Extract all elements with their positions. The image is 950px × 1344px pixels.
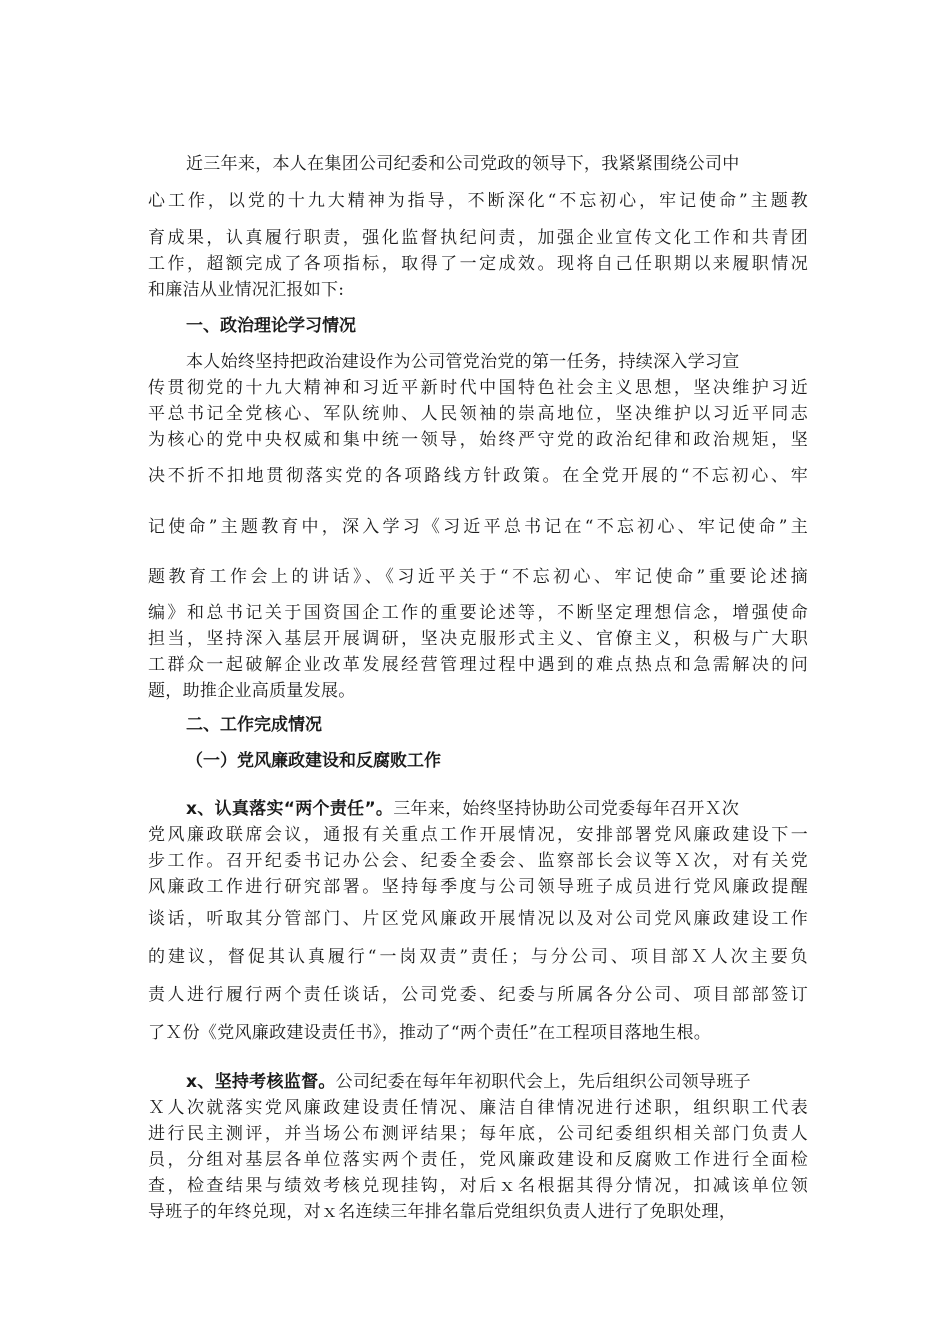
section-1-line-5: 决不折不扣地贯彻落实党的各项路线方针政策。在全党开展的“不忘初心、牢 bbox=[148, 466, 808, 486]
intro-line-4: 工作，超额完成了各项指标，取得了一定成效。现将自己任职期以来履职情况 bbox=[148, 254, 808, 274]
item-1-lead: x、认真落实“两个责任”。 bbox=[186, 799, 394, 819]
section-1-line-9: 担当，坚持深入基层开展调研，坚决克服形式主义、官僚主义，积极与广大职 bbox=[148, 629, 808, 649]
section-1-line-4: 为核心的党中央权威和集中统一领导，始终严守党的政治纪律和政治规矩，坚 bbox=[148, 430, 808, 450]
item-1-line-4: 风廉政工作进行研究部署。坚持每季度与公司领导班子成员进行党风廉政提醒 bbox=[148, 877, 808, 897]
item-2-line-1 bbox=[186, 1071, 808, 1093]
section-1-line-3: 平总书记全党核心、军队统帅、人民领袖的崇高地位，坚决维护以习近平同志 bbox=[148, 404, 808, 424]
intro-line-2: 心工作，以党的十九大精神为指导，不断深化“不忘初心，牢记使命”主题教 bbox=[148, 191, 808, 211]
section-1-line-7: 题教育工作会上的讲话》、《习近平关于“不忘初心、牢记使命”重要论述摘 bbox=[148, 567, 808, 587]
section-1-line-2: 传贯彻党的十九大精神和习近平新时代中国特色社会主义思想，坚决维护习近 bbox=[148, 378, 808, 398]
item-1-line-8: 了Ｘ份《党风廉政建设责任书》，推动了“两个责任”在工程项目落地生根。 bbox=[148, 1023, 712, 1043]
item-2-line-2: Ｘ人次就落实党风廉政建设责任情况、廉洁自律情况进行述职，组织职工代表 bbox=[148, 1098, 808, 1118]
intro-line-5: 和廉洁从业情况汇报如下: bbox=[148, 280, 345, 300]
item-2-line-6: 导班子的年终兑现，对ｘ名连续三年排名靠后党组织负责人进行了免职处理， bbox=[148, 1202, 737, 1222]
item-1-line-7: 责人进行履行两个责任谈话，公司党委、纪委与所属各分公司、项目部部签订 bbox=[148, 985, 808, 1005]
section-1-line-11: 题，助推企业高质量发展。 bbox=[148, 681, 356, 701]
item-1-line-5: 谈话，听取其分管部门、片区党风廉政开展情况以及对公司党风廉政建设工作 bbox=[148, 909, 808, 929]
section-1-line-10: 工群众一起破解企业改革发展经营管理过程中遇到的难点热点和急需解决的问 bbox=[148, 655, 808, 675]
section-1-line-1: 本人始终坚持把政治建设作为公司管党治党的第一任务，持续深入学习宣 bbox=[186, 352, 740, 372]
section-1-title: 一、政治理论学习情况 bbox=[186, 316, 356, 336]
intro-line-1: 近三年来，本人在集团公司纪委和公司党政的领导下，我紧紧围绕公司中 bbox=[186, 154, 740, 174]
section-2-title: 二、工作完成情况 bbox=[186, 715, 322, 735]
intro-line-3: 育成果，认真履行职责，强化监督执纪问责，加强企业宣传文化工作和共青团 bbox=[148, 228, 808, 248]
item-1-first-rest: 三年来，始终坚持协助公司党委每年召开Ｘ次 bbox=[393, 799, 740, 819]
item-1-line-6: 的建议，督促其认真履行“一岗双责”责任；与分公司、项目部Ｘ人次主要负 bbox=[148, 947, 808, 967]
item-1-line-2: 党风廉政联席会议，通报有关重点工作开展情况，安排部署党风廉政建设下一 bbox=[148, 825, 808, 845]
item-2-first-rest: 公司纪委在每年年初职代会上，先后组织公司领导班子 bbox=[335, 1072, 751, 1092]
subsection-1-title: （一）党风廉政建设和反腐败工作 bbox=[186, 751, 441, 771]
item-1-line-1 bbox=[186, 798, 808, 820]
item-2-line-5: 查，检查结果与绩效考核兑现挂钩，对后ｘ名根据其得分情况，扣减该单位领 bbox=[148, 1176, 808, 1196]
item-1-line-3: 步工作。召开纪委书记办公会、纪委全委会、监察部长会议等Ｘ次，对有关党 bbox=[148, 851, 808, 871]
section-1-line-6: 记使命”主题教育中，深入学习《习近平总书记在“不忘初心、牢记使命”主 bbox=[148, 517, 808, 537]
item-2-lead: x、坚持考核监督。 bbox=[186, 1072, 336, 1092]
section-1-line-8: 编》和总书记关于国资国企工作的重要论述等，不断坚定理想信念，增强使命 bbox=[148, 603, 808, 623]
item-2-line-3: 进行民主测评，并当场公布测评结果；每年底，公司纪委组织相关部门负责人 bbox=[148, 1124, 808, 1144]
item-2-line-4: 员，分组对基层各单位落实两个责任，党风廉政建设和反腐败工作进行全面检 bbox=[148, 1150, 808, 1170]
